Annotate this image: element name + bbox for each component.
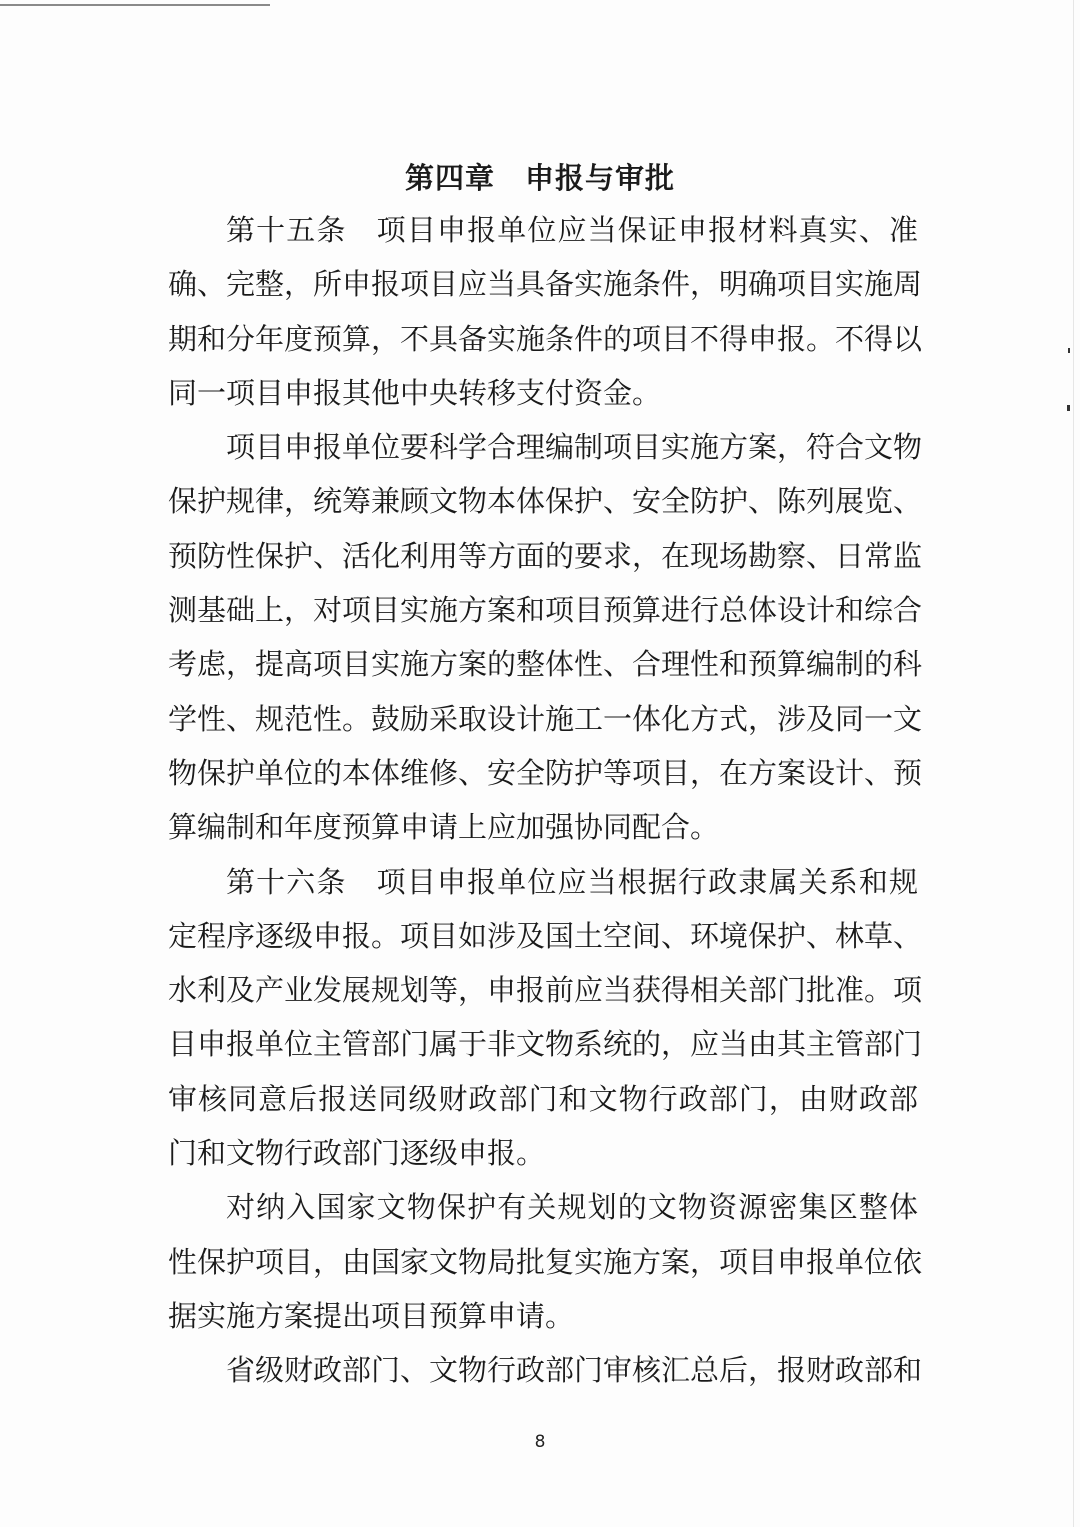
chapter-title [0, 154, 1080, 202]
text-line: 考虑，提高项目实施方案的整体性、合理性和预算编制的科 [168, 647, 923, 682]
page-number: 8 [534, 1432, 546, 1452]
text-line: 第十五条 项目申报单位应当保证申报材料真实、准 [226, 213, 918, 247]
text-line: 确、完整，所申报项目应当具备实施条件，明确项目实施周 [168, 267, 923, 302]
text-line: 项目申报单位要科学合理编制项目实施方案，符合文物 [226, 430, 923, 465]
text-line: 水利及产业发展规划等，申报前应当获得相关部门批准。项 [168, 973, 923, 1008]
text-line: 目申报单位主管部门属于非文物系统的，应当由其主管部门 [168, 1027, 923, 1062]
top-rule-line [0, 4, 270, 6]
text-line: 第十六条 项目申报单位应当根据行政隶属关系和规 [226, 864, 918, 899]
text-line: 学性、规范性。鼓励采取设计施工一体化方式，涉及同一文 [168, 701, 923, 736]
body-text [168, 203, 923, 1398]
text-line: 算编制和年度预算申请上应加强协同配合。 [168, 810, 720, 845]
text-line: 对纳入国家文物保护有关规划的文物资源密集区整体 [226, 1190, 918, 1225]
text-line: 预防性保护、活化利用等方面的要求，在现场勘察、日常监 [168, 538, 923, 573]
text-line: 据实施方案提出项目预算申请。 [168, 1298, 575, 1333]
text-line: 性保护项目，由国家文物局批复实施方案，项目申报单位依 [168, 1244, 923, 1279]
scan-mark [1067, 405, 1070, 411]
text-line: 审核同意后报送同级财政部门和文物行政部门，由财政部 [168, 1081, 918, 1116]
text-line: 同一项目申报其他中央转移支付资金。 [168, 375, 662, 410]
text-line: 省级财政部门、文物行政部门审核汇总后，报财政部和 [226, 1353, 923, 1388]
text-line: 门和文物行政部门逐级申报。 [168, 1136, 546, 1171]
chapter-number: 第四章 [404, 161, 495, 195]
text-line: 测基础上，对项目实施方案和项目预算进行总体设计和综合 [168, 593, 923, 628]
text-line: 物保护单位的本体维修、安全防护等项目，在方案设计、预 [168, 755, 923, 790]
text-line: 保护规律，统筹兼顾文物本体保护、安全防护、陈列展览、 [168, 484, 923, 519]
scan-mark [1068, 348, 1070, 353]
text-line: 期和分年度预算，不具备实施条件的项目不得申报。不得以 [168, 321, 923, 356]
text-line: 定程序逐级申报。项目如涉及国土空间、环境保护、林草、 [168, 918, 923, 953]
chapter-name: 申报与审批 [525, 161, 676, 195]
scan-right-edge [1073, 0, 1074, 1527]
